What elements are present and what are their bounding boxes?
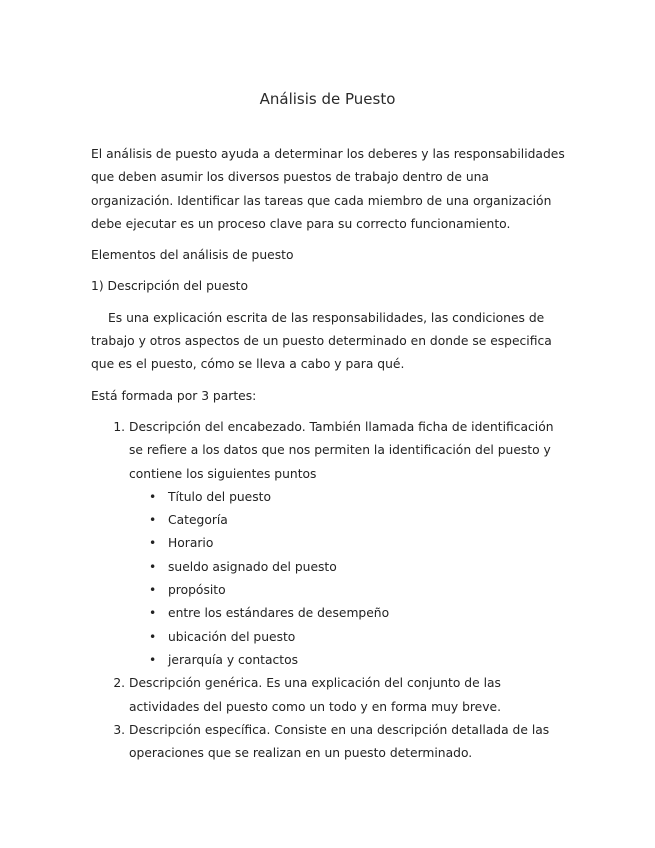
parts-list bbox=[91, 416, 571, 765]
point-text: propósito bbox=[168, 583, 226, 598]
list-item bbox=[129, 719, 571, 766]
list-item-text: Descripción específica. Consiste en una descripción detallada de las operaciones que se realizan en un puesto determinado. bbox=[129, 722, 550, 761]
subsection-heading: 1) Descripción del puesto bbox=[91, 279, 249, 294]
list-item bbox=[149, 486, 571, 509]
list-item-text: Descripción del encabezado. También llamada ficha de identificación se refiere a los datos que nos permiten la identificación del puesto y contiene los siguientes puntos bbox=[129, 419, 554, 481]
point-text: ubicación del puesto bbox=[168, 629, 296, 644]
bullet-icon: • bbox=[149, 652, 157, 667]
list-item bbox=[149, 532, 571, 555]
point-text: Horario bbox=[168, 536, 214, 551]
list-item bbox=[129, 672, 571, 719]
list-item bbox=[149, 579, 571, 602]
point-text: Categoría bbox=[168, 513, 228, 528]
bullet-icon: • bbox=[149, 606, 157, 621]
point-text: Título del puesto bbox=[168, 489, 272, 504]
point-text: jerarquía y contactos bbox=[168, 652, 299, 667]
bullet-icon: • bbox=[149, 583, 157, 598]
bullet-icon: • bbox=[149, 513, 157, 528]
list-item bbox=[149, 649, 571, 672]
points-list bbox=[129, 486, 571, 672]
intro-paragraph: El análisis de puesto ayuda a determinar los deberes y las responsabilidades que deben asumir los diversos puestos de trabajo dentro de una organización. Identificar las tareas que cada miembro de una organización debe ejecutar es un proceso clave para su correcto funcionamiento. bbox=[91, 147, 565, 231]
list-item bbox=[129, 416, 571, 672]
bullet-icon: • bbox=[149, 489, 157, 504]
point-text: sueldo asignado del puesto bbox=[168, 559, 337, 574]
list-item bbox=[149, 556, 571, 579]
page-title: Análisis de Puesto bbox=[259, 90, 396, 108]
bullet-icon: • bbox=[149, 536, 157, 551]
section-heading: Elementos del análisis de puesto bbox=[91, 248, 294, 263]
list-item-text: Descripción genérica. Es una explicación del conjunto de las actividades del puesto como un todo y en forma muy breve. bbox=[129, 676, 501, 714]
description-paragraph: Es una explicación escrita de las responsabilidades, las condiciones de trabajo y otros aspectos de un puesto determinado en donde se especifica que es el puesto, cómo se lleva a cabo y para qué. bbox=[91, 310, 552, 372]
list-item bbox=[149, 626, 571, 649]
bullet-icon: • bbox=[149, 629, 157, 644]
parts-intro: Está formada por 3 partes: bbox=[91, 388, 257, 403]
document-body bbox=[91, 143, 571, 765]
bullet-icon: • bbox=[149, 559, 157, 574]
list-item bbox=[149, 602, 571, 625]
point-text: entre los estándares de desempeño bbox=[168, 606, 390, 621]
list-item bbox=[149, 509, 571, 532]
